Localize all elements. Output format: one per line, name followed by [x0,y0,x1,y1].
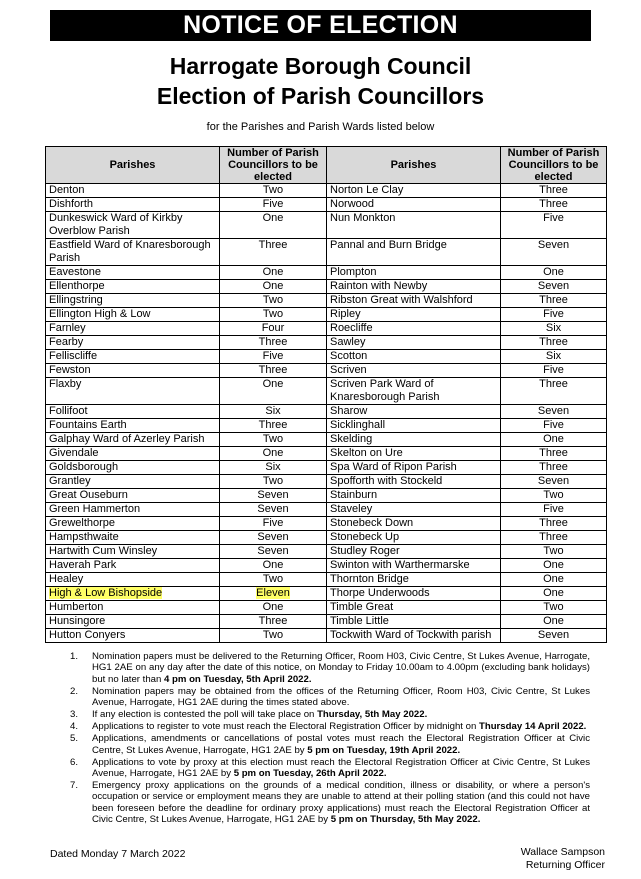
councillor-count-left: Five [220,350,327,364]
councillor-count-right: Three [501,531,607,545]
header-count-left: Number of Parish Councillors to be elected [220,147,327,184]
councillor-count-right: Three [501,517,607,531]
councillor-count-left: Two [220,573,327,587]
note-text-regular: Emergency proxy applications on the grounds of a medical condition, illness or disability, or where a person's occupation or service or employment means they are unable to attend at their polling station (and this could not have been foreseen before the deadline for ordinary proxy applications) must reach the Electoral Registration Officer at Civic Centre, St Lukes Avenue, Harrogate, HG1 2AE by [92,780,590,826]
note-text [92,686,590,709]
signatory-name: Wallace Sampson [520,846,605,858]
councillor-count-left: Seven [220,503,327,517]
note-text-bold: 5 pm on Thursday, 5th May 2022. [330,814,481,826]
table-row [46,615,607,629]
notice-banner: NOTICE OF ELECTION [50,10,591,41]
parish-name-right: Studley Roger [327,545,501,559]
table-row [46,405,607,419]
councillor-count-right: Seven [501,280,607,294]
councillor-count-left: One [220,280,327,294]
parish-name-right: Sicklinghall [327,419,501,433]
table-row [46,447,607,461]
parish-name-left: Green Hammerton [46,503,220,517]
parish-name-right: Tockwith Ward of Tockwith parish [327,629,501,643]
councillor-count-left: Six [220,405,327,419]
parish-name-left: Ellingstring [46,294,220,308]
note-text-bold: 5 pm on Tuesday, 26th April 2022. [233,768,387,780]
councillor-count-right: Three [501,294,607,308]
table-row [46,503,607,517]
parish-name-left: Eastfield Ward of Knaresborough Parish [46,239,220,266]
parish-name-right: Skelding [327,433,501,447]
councillor-count-left: Three [220,419,327,433]
parish-name-left: Healey [46,573,220,587]
parish-name-right: Thornton Bridge [327,573,501,587]
parish-name-right: Pannal and Burn Bridge [327,239,501,266]
note-number: 3. [70,709,79,721]
councillor-count-right: One [501,559,607,573]
highlighted-text: Eleven [256,587,290,599]
councillor-count-right: One [501,266,607,280]
note-item [70,709,590,720]
councillor-count-right: Seven [501,629,607,643]
note-text [92,721,590,732]
parish-name-right: Plompton [327,266,501,280]
parish-name-left: Great Ouseburn [46,489,220,503]
note-text-bold: Thursday, 5th May 2022. [317,709,428,721]
note-text [92,757,590,780]
councillor-count-right: Three [501,461,607,475]
note-text-regular: Applications to register to vote must reach the Electoral Registration Officer by midnight on [92,721,479,733]
councillor-count-right: Two [501,489,607,503]
councillor-count-right: Six [501,350,607,364]
note-item [70,780,590,826]
councillor-count-left: Three [220,239,327,266]
councillor-count-right: Five [501,212,607,239]
councillor-count-left: Seven [220,531,327,545]
councillor-count-right: Three [501,447,607,461]
councillor-count-left: Three [220,336,327,350]
notes-list [70,651,590,826]
parish-name-left: Fewston [46,364,220,378]
councillor-count-right: Three [501,198,607,212]
parish-name-left: Farnley [46,322,220,336]
note-item [70,686,590,709]
dated-line: Dated Monday 7 March 2022 [50,848,186,860]
parish-name-left: Flaxby [46,378,220,405]
councillor-count-left: Seven [220,545,327,559]
table-header-row [46,147,607,184]
note-text-bold: 4 pm on Tuesday, 5th April 2022. [164,673,312,685]
parish-name-right: Rainton with Newby [327,280,501,294]
table-row [46,378,607,405]
councillor-count-right: Five [501,364,607,378]
table-row [46,212,607,239]
parish-name-left: Galphay Ward of Azerley Parish [46,433,220,447]
note-number: 6. [70,756,79,768]
parish-name-left: Grewelthorpe [46,517,220,531]
note-number: 2. [70,685,79,697]
note-item [70,757,590,780]
parish-name-left: Hampsthwaite [46,531,220,545]
parish-name-right: Stonebeck Down [327,517,501,531]
councillor-count-right: Seven [501,475,607,489]
parish-name-left: Fearby [46,336,220,350]
note-text [92,651,590,685]
table-row [46,601,607,615]
note-text-regular: Applications to vote by proxy at this election must reach the Electoral Registration Officer at Civic Centre, St Lukes Avenue, Harrogate, HG1 2AE by [92,756,590,780]
election-title: Election of Parish Councillors [156,83,485,109]
parish-name-right: Spa Ward of Ripon Parish [327,461,501,475]
table-row [46,629,607,643]
parish-name-left: Hunsingore [46,615,220,629]
councillor-count-left: Two [220,475,327,489]
note-text-bold: Thursday 14 April 2022. [478,721,587,733]
councillor-count-left: Four [220,322,327,336]
councillor-count-left: One [220,212,327,239]
councillor-count-left: Two [220,184,327,198]
table-row [46,350,607,364]
parish-name-left: Follifoot [46,405,220,419]
councillor-count-right: Two [501,601,607,615]
signature-block [521,846,605,872]
note-number: 4. [70,721,79,733]
table-row [46,336,607,350]
councillor-count-right: One [501,587,607,601]
parish-name-right: Stonebeck Up [327,531,501,545]
councillor-count-left: One [220,601,327,615]
table-row [46,308,607,322]
parish-name-right: Ribston Great with Walshford [327,294,501,308]
parish-name-right: Spofforth with Stockeld [327,475,501,489]
councillor-count-left [220,587,327,601]
table-row [46,433,607,447]
councillor-count-left: Two [220,308,327,322]
parish-name-right: Thorpe Underwoods [327,587,501,601]
parish-name-left: Ellenthorpe [46,280,220,294]
note-item [70,651,590,685]
parish-name-left: Hutton Conyers [46,629,220,643]
note-text [92,709,590,720]
table-row [46,280,607,294]
table-row [46,517,607,531]
header-parishes-right: Parishes [327,147,501,184]
table-row [46,587,607,601]
parish-name-left: Grantley [46,475,220,489]
table-row [46,198,607,212]
councillor-count-left: Two [220,294,327,308]
parish-name-right: Staveley [327,503,501,517]
note-text [92,733,590,756]
signatory-title: Returning Officer [525,859,605,871]
parish-name-right: Norwood [327,198,501,212]
parish-name-left: Denton [46,184,220,198]
note-text-regular: Nomination papers may be obtained from the offices of the Returning Officer, Room H03, Civic Centre, St Lukes Avenue, Harrogate, HG1 2AE during the times stated above. [92,685,590,709]
parish-name-right: Timble Great [327,601,501,615]
parish-name-left: Felliscliffe [46,350,220,364]
note-text-regular: If any election is contested the poll will take place on [92,709,318,721]
table-row [46,489,607,503]
councillor-count-left: Seven [220,489,327,503]
parish-name-right: Swinton with Warthermarske [327,559,501,573]
parish-name-right: Sawley [327,336,501,350]
table-row [46,239,607,266]
parish-name-left: Haverah Park [46,559,220,573]
parish-name-left: Dishforth [46,198,220,212]
note-number: 5. [70,733,79,745]
note-item [70,733,590,756]
parish-name-right: Nun Monkton [327,212,501,239]
parish-name-right: Ripley [327,308,501,322]
parish-name-right: Scriven [327,364,501,378]
note-text-bold: 5 pm on Tuesday, 19th April 2022. [307,744,461,756]
note-text-regular: Applications, amendments or cancellations of postal votes must reach the Electoral Registration Officer at Civic Centre, St Lukes Avenue, Harrogate, HG1 2AE by [92,733,590,756]
table-row [46,322,607,336]
table-row [46,294,607,308]
councillor-count-right: Three [501,336,607,350]
table-row [46,559,607,573]
councillor-count-right: Two [501,545,607,559]
table-row [46,266,607,280]
councillor-count-right: Seven [501,239,607,266]
councillor-count-right: Five [501,503,607,517]
councillor-count-right: Three [501,184,607,198]
councillor-count-left: One [220,559,327,573]
parish-name-left: Humberton [46,601,220,615]
header-count-right: Number of Parish Councillors to be elected [501,147,607,184]
parishes-table [45,146,607,643]
councillor-count-left: Five [220,517,327,531]
table-row [46,419,607,433]
councillor-count-right: One [501,433,607,447]
parish-name-left: Hartwith Cum Winsley [46,545,220,559]
note-text [92,780,590,826]
parish-name-left: Goldsborough [46,461,220,475]
councillor-count-left: One [220,378,327,405]
councillor-count-right: Five [501,419,607,433]
note-number: 1. [70,651,79,662]
parish-name-left [46,587,220,601]
highlighted-text: High & Low Bishopside [49,587,163,599]
councillor-count-left: Two [220,629,327,643]
table-body [46,184,607,643]
parish-name-left: Eavestone [46,266,220,280]
table-row [46,545,607,559]
parish-name-left: Ellington High & Low [46,308,220,322]
table-row [46,461,607,475]
parish-name-right: Skelton on Ure [327,447,501,461]
councillor-count-right: Six [501,322,607,336]
note-text-regular: Nomination papers must be delivered to the Returning Officer, Room H03, Civic Centre, St Lukes Avenue, Harrogate, HG1 2AE on any day after the date of this notice, on Monday to Friday 10.00am to 4.00pm (excluding bank holidays) but no later than [92,651,590,685]
table-row [46,573,607,587]
table-row [46,475,607,489]
parish-name-right: Norton Le Clay [327,184,501,198]
parish-name-right: Scriven Park Ward of Knaresborough Parish [327,378,501,405]
councillor-count-right: Seven [501,405,607,419]
councillor-count-left: Three [220,364,327,378]
councillor-count-right: Three [501,378,607,405]
council-title: Harrogate Borough Council [169,53,472,79]
parish-name-left: Fountains Earth [46,419,220,433]
councillor-count-right: Five [501,308,607,322]
parish-name-right: Scotton [327,350,501,364]
councillor-count-left: One [220,266,327,280]
councillor-count-left: Three [220,615,327,629]
councillor-count-left: Six [220,461,327,475]
note-number: 7. [70,780,79,792]
parish-name-right: Timble Little [327,615,501,629]
table-row [46,184,607,198]
header-parishes-left: Parishes [46,147,220,184]
table-row [46,531,607,545]
councillor-count-right: One [501,615,607,629]
parish-name-right: Stainburn [327,489,501,503]
table-row [46,364,607,378]
parish-name-left: Givendale [46,447,220,461]
parish-name-right: Roecliffe [327,322,501,336]
parish-name-left: Dunkeswick Ward of Kirkby Overblow Parish [46,212,220,239]
councillor-count-left: Five [220,198,327,212]
councillor-count-left: One [220,447,327,461]
note-item [70,721,590,732]
parish-name-right: Sharow [327,405,501,419]
councillor-count-left: Two [220,433,327,447]
councillor-count-right: One [501,573,607,587]
subtitle: for the Parishes and Parish Wards listed below [206,121,435,133]
